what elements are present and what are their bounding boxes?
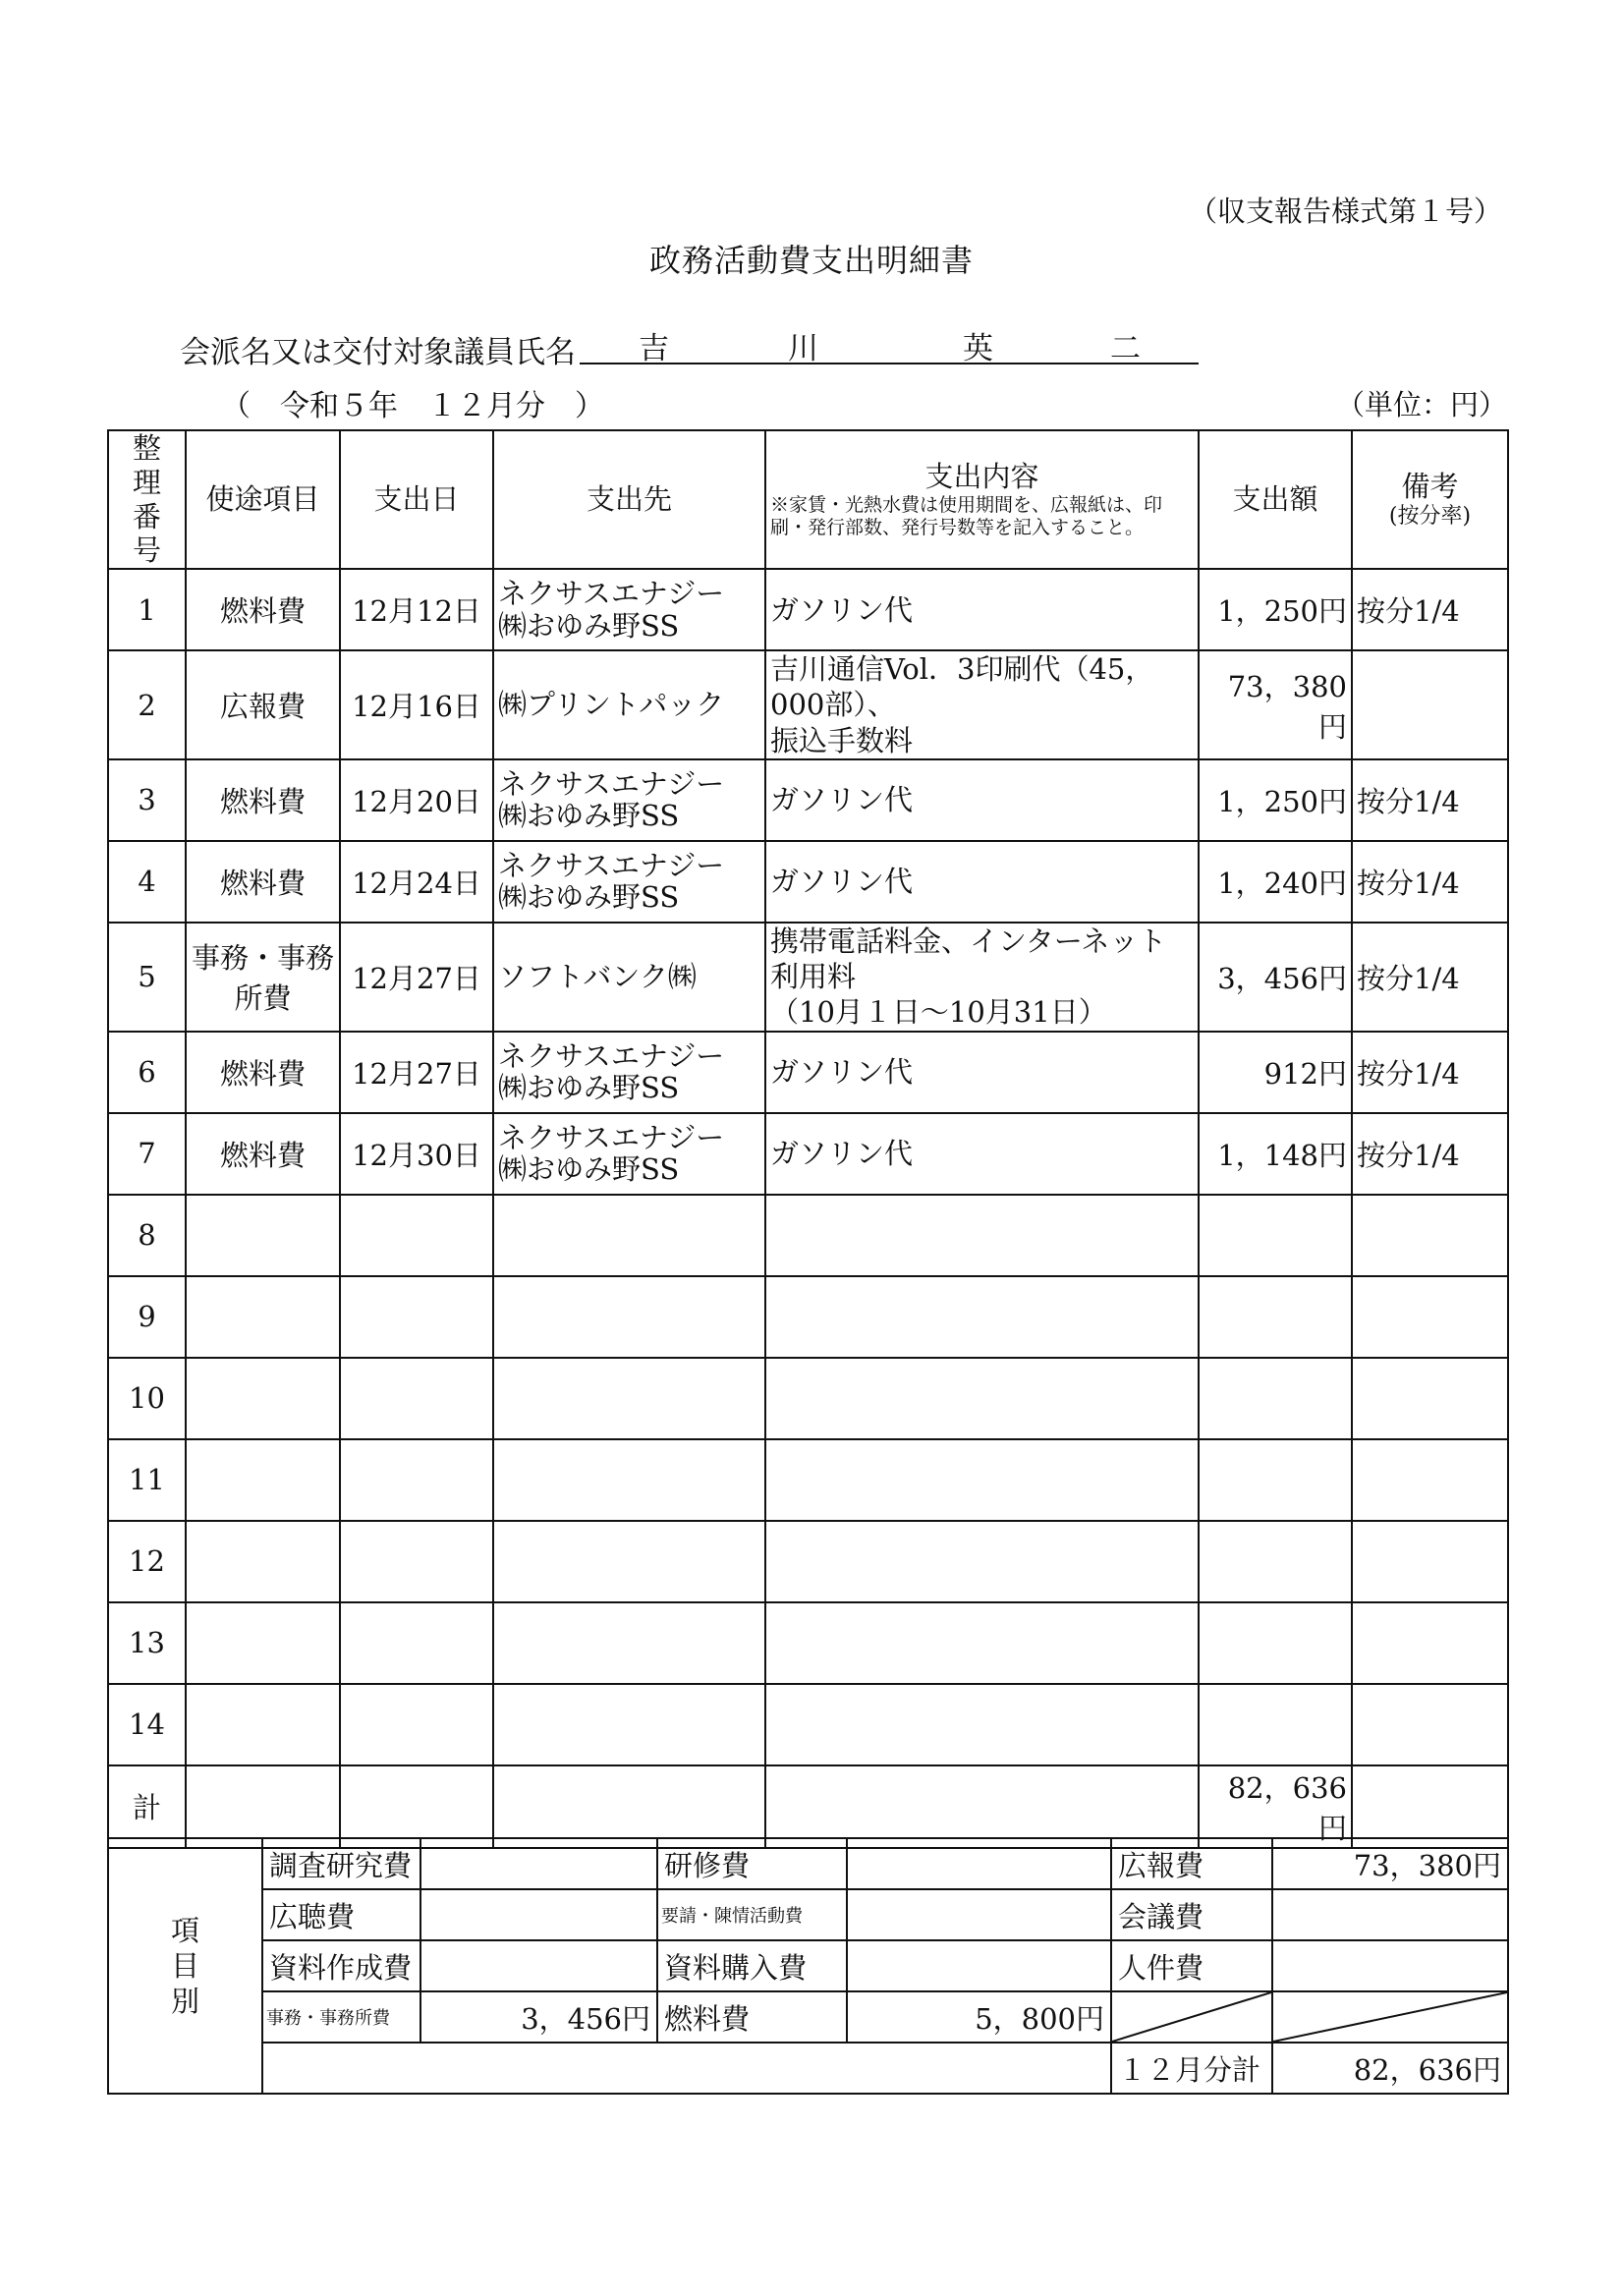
row-content bbox=[765, 841, 1199, 923]
row-amount: 3，456円 bbox=[1199, 923, 1352, 1032]
training-value bbox=[847, 1838, 1111, 1889]
header-remarks-title: 備考 bbox=[1401, 470, 1459, 503]
row-no: 12 bbox=[108, 1521, 186, 1602]
hearing-label: 広聴費 bbox=[262, 1889, 420, 1940]
row-remarks bbox=[1352, 1358, 1508, 1439]
member-name-char: 川 bbox=[788, 331, 818, 366]
row-payee bbox=[493, 759, 765, 841]
diagonal-cell bbox=[1111, 1991, 1272, 2043]
row-amount: 1，240円 bbox=[1199, 841, 1352, 923]
summary-row bbox=[108, 2043, 1508, 2094]
payee-line: ㈱おゆみ野SS bbox=[498, 799, 680, 833]
row-amount bbox=[1199, 1521, 1352, 1602]
total-empty bbox=[340, 1765, 493, 1848]
side-label-char: 別 bbox=[170, 1985, 199, 2019]
row-no: 11 bbox=[108, 1439, 186, 1521]
materials-buy-value bbox=[847, 1940, 1111, 1991]
row-no: 1 bbox=[108, 569, 186, 650]
row-category: 燃料費 bbox=[186, 1113, 340, 1195]
row-amount: 1，148円 bbox=[1199, 1113, 1352, 1195]
row-remarks bbox=[1352, 1602, 1508, 1684]
month-total-value: 82，636円 bbox=[1272, 2043, 1508, 2094]
materials-buy-label: 資料購入費 bbox=[657, 1940, 847, 1991]
row-no: 9 bbox=[108, 1276, 186, 1358]
row-content bbox=[765, 1602, 1199, 1684]
row-no: 7 bbox=[108, 1113, 186, 1195]
row-content bbox=[765, 923, 1199, 1032]
diagonal-line bbox=[1112, 1992, 1271, 2042]
petition-value bbox=[847, 1889, 1111, 1940]
row-no: 10 bbox=[108, 1358, 186, 1439]
member-name-char: 吉 bbox=[639, 331, 669, 366]
row-no: 6 bbox=[108, 1032, 186, 1113]
content-line: ガソリン代 bbox=[770, 1137, 914, 1171]
row-date bbox=[340, 1276, 493, 1358]
side-label-char: 目 bbox=[170, 1948, 199, 1983]
row-date bbox=[340, 1439, 493, 1521]
content-line: 携帯電話料金、インターネット利用料 bbox=[770, 924, 1167, 994]
payee-line: ネクサスエナジー bbox=[498, 1120, 725, 1154]
row-no: 8 bbox=[108, 1195, 186, 1276]
table-row bbox=[108, 1684, 1508, 1765]
row-content bbox=[765, 1439, 1199, 1521]
row-amount bbox=[1199, 1195, 1352, 1276]
summary-row bbox=[108, 1889, 1508, 1940]
row-date bbox=[340, 1195, 493, 1276]
header-date: 支出日 bbox=[340, 430, 493, 569]
row-content bbox=[765, 759, 1199, 841]
row-content bbox=[765, 650, 1199, 759]
row-date: 12月24日 bbox=[340, 841, 493, 923]
row-amount bbox=[1199, 1358, 1352, 1439]
row-remarks bbox=[1352, 650, 1508, 759]
row-content bbox=[765, 1521, 1199, 1602]
row-category: 燃料費 bbox=[186, 1032, 340, 1113]
payee-line: ㈱おゆみ野SS bbox=[498, 880, 680, 915]
header-content-title: 支出内容 bbox=[924, 460, 1039, 494]
row-remarks: 按分1/4 bbox=[1352, 1113, 1508, 1195]
materials-make-value bbox=[420, 1940, 657, 1991]
row-no: 5 bbox=[108, 923, 186, 1032]
row-date: 12月16日 bbox=[340, 650, 493, 759]
row-payee bbox=[493, 1521, 765, 1602]
row-amount bbox=[1199, 1276, 1352, 1358]
row-payee bbox=[493, 1439, 765, 1521]
unit-label: （単位：円） bbox=[1336, 388, 1508, 421]
total-label: 計 bbox=[108, 1765, 186, 1848]
row-payee bbox=[493, 841, 765, 923]
summary-row bbox=[108, 1940, 1508, 1991]
table-row bbox=[108, 841, 1508, 923]
row-payee bbox=[493, 1195, 765, 1276]
table-row bbox=[108, 650, 1508, 759]
row-payee bbox=[493, 1358, 765, 1439]
payee-line: ネクサスエナジー bbox=[498, 848, 725, 882]
member-name-field bbox=[580, 323, 1199, 364]
content-line: ガソリン代 bbox=[770, 865, 914, 899]
row-category bbox=[186, 1358, 340, 1439]
row-remarks: 按分1/4 bbox=[1352, 1032, 1508, 1113]
total-empty bbox=[186, 1765, 340, 1848]
row-date bbox=[340, 1602, 493, 1684]
row-remarks bbox=[1352, 1684, 1508, 1765]
summary-row bbox=[108, 1838, 1508, 1889]
content-line: 吉川通信Vol．3印刷代（45，000部）、 bbox=[770, 652, 1154, 722]
table-row bbox=[108, 1602, 1508, 1684]
row-amount: 912円 bbox=[1199, 1032, 1352, 1113]
row-no: 14 bbox=[108, 1684, 186, 1765]
month-total-label: １２月分計 bbox=[1111, 2043, 1272, 2094]
row-date: 12月20日 bbox=[340, 759, 493, 841]
row-no: 13 bbox=[108, 1602, 186, 1684]
diagonal-line bbox=[1273, 1992, 1507, 2042]
row-remarks bbox=[1352, 1195, 1508, 1276]
payee-line: ネクサスエナジー bbox=[498, 577, 725, 611]
row-payee bbox=[493, 923, 765, 1032]
row-category bbox=[186, 1195, 340, 1276]
row-payee bbox=[493, 650, 765, 759]
header-content-note: ※家賃・光熱水費は使用期間を、広報紙は、印刷・発行部数、発行号数等を記入すること。 bbox=[770, 494, 1163, 538]
row-category: 燃料費 bbox=[186, 759, 340, 841]
pr-value: 73，380円 bbox=[1272, 1838, 1508, 1889]
row-content bbox=[765, 569, 1199, 650]
row-content bbox=[765, 1276, 1199, 1358]
total-empty bbox=[1352, 1765, 1508, 1848]
header-remarks bbox=[1352, 430, 1508, 569]
header-amount: 支出額 bbox=[1199, 430, 1352, 569]
payee-line: ㈱おゆみ野SS bbox=[498, 1071, 680, 1105]
fuel-value: 5，800円 bbox=[847, 1991, 1111, 2043]
payee-line: ネクサスエナジー bbox=[498, 1038, 725, 1073]
row-remarks: 按分1/4 bbox=[1352, 759, 1508, 841]
content-line: 振込手数料 bbox=[770, 723, 914, 757]
row-date bbox=[340, 1358, 493, 1439]
fuel-label: 燃料費 bbox=[657, 1991, 847, 2043]
row-category: 燃料費 bbox=[186, 569, 340, 650]
summary-row bbox=[108, 1991, 1508, 2043]
row-payee bbox=[493, 569, 765, 650]
summary-by-item-table bbox=[107, 1837, 1509, 2095]
materials-make-label: 資料作成費 bbox=[262, 1940, 420, 1991]
table-row bbox=[108, 1032, 1508, 1113]
payee-line: ソフトバンク㈱ bbox=[498, 960, 697, 994]
report-period: （ 令和５年 １２月分 ） bbox=[221, 389, 604, 423]
row-payee bbox=[493, 1032, 765, 1113]
row-payee bbox=[493, 1113, 765, 1195]
personnel-value bbox=[1272, 1940, 1508, 1991]
table-row bbox=[108, 1521, 1508, 1602]
table-row bbox=[108, 1439, 1508, 1521]
header-payee: 支出先 bbox=[493, 430, 765, 569]
row-amount bbox=[1199, 1684, 1352, 1765]
row-category bbox=[186, 1521, 340, 1602]
total-empty bbox=[765, 1765, 1199, 1848]
office-label: 事務・事務所費 bbox=[262, 1991, 420, 2043]
research-value bbox=[420, 1838, 657, 1889]
meeting-label: 会議費 bbox=[1111, 1889, 1272, 1940]
member-name-char: 英 bbox=[963, 331, 993, 366]
content-line: ガソリン代 bbox=[770, 783, 914, 817]
row-amount: 1，250円 bbox=[1199, 759, 1352, 841]
row-remarks bbox=[1352, 1276, 1508, 1358]
row-date: 12月27日 bbox=[340, 923, 493, 1032]
row-category bbox=[186, 1684, 340, 1765]
row-amount: 73，380円 bbox=[1199, 650, 1352, 759]
header-remarks-note: (按分率) bbox=[1388, 503, 1472, 529]
table-row bbox=[108, 1113, 1508, 1195]
hearing-value bbox=[420, 1889, 657, 1940]
summary-side-label bbox=[108, 1838, 262, 2094]
row-payee bbox=[493, 1276, 765, 1358]
content-line: ガソリン代 bbox=[770, 592, 914, 627]
row-amount: 1，250円 bbox=[1199, 569, 1352, 650]
row-remarks: 按分1/4 bbox=[1352, 569, 1508, 650]
row-remarks bbox=[1352, 1521, 1508, 1602]
row-date bbox=[340, 1684, 493, 1765]
row-date: 12月30日 bbox=[340, 1113, 493, 1195]
row-payee bbox=[493, 1684, 765, 1765]
document-title: 政務活動費支出明細書 bbox=[648, 242, 974, 279]
row-content bbox=[765, 1195, 1199, 1276]
member-label: 会派名又は交付対象議員氏名 bbox=[180, 335, 576, 370]
row-content bbox=[765, 1113, 1199, 1195]
row-payee bbox=[493, 1602, 765, 1684]
table-header-row bbox=[108, 430, 1508, 569]
row-content bbox=[765, 1032, 1199, 1113]
row-remarks: 按分1/4 bbox=[1352, 923, 1508, 1032]
summary-blank bbox=[262, 2043, 1111, 2094]
row-remarks: 按分1/4 bbox=[1352, 841, 1508, 923]
content-line: （10月１日～10月31日） bbox=[770, 995, 1107, 1030]
payee-line: ㈱おゆみ野SS bbox=[498, 1152, 680, 1187]
row-date: 12月12日 bbox=[340, 569, 493, 650]
table-row bbox=[108, 1195, 1508, 1276]
payee-line: ㈱おゆみ野SS bbox=[498, 608, 680, 643]
table-row bbox=[108, 569, 1508, 650]
research-label: 調査研究費 bbox=[262, 1838, 420, 1889]
row-date: 12月27日 bbox=[340, 1032, 493, 1113]
row-category: 広報費 bbox=[186, 650, 340, 759]
row-category bbox=[186, 1439, 340, 1521]
total-empty bbox=[493, 1765, 765, 1848]
header-category: 使途項目 bbox=[186, 430, 340, 569]
row-content bbox=[765, 1358, 1199, 1439]
office-value: 3，456円 bbox=[420, 1991, 657, 2043]
row-no: 3 bbox=[108, 759, 186, 841]
side-label-char: 項 bbox=[170, 1913, 199, 1947]
petition-label: 要請・陳情活動費 bbox=[657, 1889, 847, 1940]
header-content bbox=[765, 430, 1199, 569]
training-label: 研修費 bbox=[657, 1838, 847, 1889]
meeting-value bbox=[1272, 1889, 1508, 1940]
row-category bbox=[186, 1602, 340, 1684]
expense-table bbox=[107, 429, 1509, 1849]
table-row bbox=[108, 759, 1508, 841]
row-amount bbox=[1199, 1602, 1352, 1684]
table-row bbox=[108, 1358, 1508, 1439]
row-content bbox=[765, 1684, 1199, 1765]
table-row bbox=[108, 923, 1508, 1032]
payee-line: ネクサスエナジー bbox=[498, 766, 725, 801]
content-line: ガソリン代 bbox=[770, 1055, 914, 1090]
pr-label: 広報費 bbox=[1111, 1838, 1272, 1889]
row-amount bbox=[1199, 1439, 1352, 1521]
form-number: （収支報告様式第１号） bbox=[1189, 195, 1503, 228]
total-row bbox=[108, 1765, 1508, 1848]
table-row bbox=[108, 1276, 1508, 1358]
row-no: 2 bbox=[108, 650, 186, 759]
personnel-label: 人件費 bbox=[1111, 1940, 1272, 1991]
row-date bbox=[340, 1521, 493, 1602]
row-category: 事務・事務所費 bbox=[186, 923, 340, 1032]
row-no: 4 bbox=[108, 841, 186, 923]
row-category bbox=[186, 1276, 340, 1358]
row-category: 燃料費 bbox=[186, 841, 340, 923]
header-no: 整理番号 bbox=[108, 430, 186, 569]
row-remarks bbox=[1352, 1439, 1508, 1521]
diagonal-cell bbox=[1272, 1991, 1508, 2043]
member-name-char: 二 bbox=[1110, 331, 1141, 366]
payee-line: ㈱プリントパック bbox=[498, 688, 725, 722]
total-amount: 82，636円 bbox=[1199, 1765, 1352, 1848]
